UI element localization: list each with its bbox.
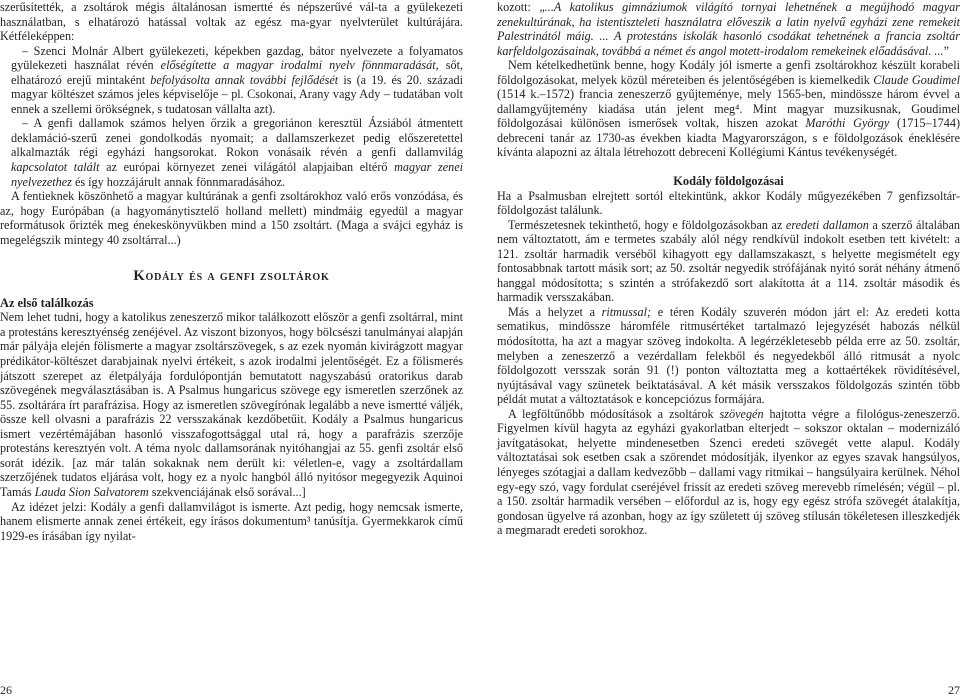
emphasis: magyar zenei nyelvezethez (11, 160, 464, 189)
bullet-quote (11, 116, 463, 189)
emphasis: ritmussal; (601, 304, 652, 319)
page-number-left: 26 (0, 683, 12, 697)
emphasis: Lauda Sion Salvatorem (34, 484, 149, 499)
bullet-quote (11, 44, 463, 117)
left-column (0, 0, 463, 543)
paragraph: Más a helyzet a ritmussal; e téren Kodály szuverén módon járt el: Az eredeti kotta sematikus, mindössze háromféle ritmusértéket tartalmazó lejegyzését habozás nélkül módosította, ha azt a magyar szöveg indokolta. A legérzékletesebb példa erre az 50. zsoltár, melyben a zeneszerző a vezérdallam felekből és negyedekből álló ritmusát a nyolc földolgozott versszak során 91 (!) ponton változtatta meg a kottaértékek rövidítésével, nyújtásával vagy szünetek beiktatásával. A két másik versszakos földolgozás szintén több példát mutat a változtatások e koncepciózus formájára. (497, 304, 960, 407)
quote-text: az európai környezet zenei világától alapjaiban eltérő (106, 160, 388, 175)
emphasis: ...A katolikus gimnáziumok világító tornyai lehetnének a megújhodó magyar zenekultúrának, ha istentiszteleti használatra előveszik a latin nyelvű egyházi zene remekeit Palestrinától máig. ... A protestáns iskolák hasonló csodákat tehetnének a francia zsoltár karfeldolgozásainak, továbbá a német és angol motett-irodalom remekeinek előadásával. ... (497, 0, 960, 58)
paragraph: Nem kételkedhetünk benne, hogy Kodály jól ismerte a genfi zsoltárokhoz készült korabeli földolgozásokat, melyek közül méreteiben és jelentőségében is kiemelkedik Claude Goudimel (1514 k.–1572) francia zeneszerző gyűjteménye, mely 1565-ben, mindössze három évvel a dallamgyűjtemény kiadása után jelent meg⁴. Mint magyar muzsikusnak, Goudimel földolgozásai különösen ismerősek voltak, hiszen azokat Maróthi György (1715–1744) debreceni tanár az 1730-as években kiadta Magyarországon, s e földolgozások éneklésére kívánta alapozni az általa létrehozott debreceni Kollégiumi Kántus tevékenységét. (497, 58, 960, 160)
paragraph: A fentieknek köszönhető a magyar kultúrának a genfi zsoltárokhoz való erős vonzódása, és az, hogy Európában (a hagyománytisztelő holland mellett) mindmáig egyedül a magyar reformátusok őrizték meg énekeskönyvükben mind a 150 zsoltárt. (Maga a svájci egyház is megelégszik mintegy 40 zsoltárral...) (0, 189, 463, 247)
quote-text: sőt, elhatározó erejű mintaként (11, 58, 464, 87)
emphasis: Claude Goudimel (873, 72, 960, 87)
emphasis: eredeti dallamon (785, 217, 869, 232)
section-title: Kodály és a genfi zsoltárok (133, 268, 330, 285)
emphasis: előségítette a magyar irodalmi nyelv fönnmaradását, (160, 58, 439, 73)
paragraph: kozott: „...A katolikus gimnáziumok világító tornyai lehetnének a megújhodó magyar zenekultúrának, ha istentiszteleti használatra előveszik a latin nyelvű egyházi zene remekeit Palestrinától máig. ... A protestáns iskolák hasonló csodákat tehetnének a francia zsoltár karfeldolgozásainak, továbbá a német és angol motett-irodalom remekeinek előadásával. ...” (497, 0, 960, 58)
paragraph: Nem lehet tudni, hogy a katolikus zeneszerző mikor találkozott először a genfi zsoltárral, mint a protestáns keresztyénség zenéjével. Az viszont bizonyos, hogy bölcsészi tanulmányai alapján már pályája elején fölismerte a magyar zsoltárszövegek, s az ezek nyomán kivirágzott magyar prédikátor-költészet darabjainak nyelvi értékeit, s azok irodalmi jelentőségét. Ez a fölismerés játszott szerepet az életpályája fordulópontján bemutatott nagyszabású oratorikus darab szövegének megválasztásában is. A Psalmus hungaricus szövege egy ismeretlen szerzőnek az 55. zsoltárára írt parafrázisa. Hogy az ismeretlen szövegírónak legalább a neve ismertté váljék, össze kell olvasni a parafrázis 22 versszakának kezdőbetűit. Kodály a Psalmus hungaricus ismert vezértémájában hasonló visszafogottsággal utal rá, hogy a parafrázis szerzője protestáns keresztyén volt. A téma nyolc dallamsorának nyitóhangjai az 55. genfi zsoltár első sorát idézik. [az már talán sokaknak nem derült ki: véletlen-e, vagy a zsoltárdallam szerzőjének tudatos eljárása volt, hogy ez a nyolc hangból álló nyitósor megegyezik Aquinoi Tamás Lauda Sion Salvatorem szekvenciájának első sorával...] (0, 310, 463, 499)
emphasis: szövegén (719, 406, 764, 421)
emphasis: befolyásolta annak további fejlődését (150, 72, 339, 87)
subheading: Az első találkozás (0, 295, 94, 310)
quote-text: is (a 19. és 20. századi magyar költészet számos jeles képviselője – pl. Csokonai, Arany vagy Ady – tudatában volt ennek a szellemi örökségnek, s tudatosan vállalta azt). (11, 72, 463, 116)
subheading: Kodály földolgozásai (673, 174, 784, 189)
paragraph: Az idézet jelzi: Kodály a genfi dallamvilágot is ismerte. Azt pedig, hogy nemcsak ismerte, hanem elismerte annak zenei értékeit, egy írásos dokumentum³ tanúsítja. Gyermekkarok című 1929-es írásában így nyilat- (0, 499, 463, 543)
paragraph: A legföltűnőbb módosítások a zsoltárok szövegén hajtotta végre a filológus-zeneszerző. Figyelmen kívül hagyta az egyházi gyakorlatban elterjedt – sokszor oktalan – modernizáló javítgatásokat, helyette mindenesetben Szenci eredeti szövegét vette alapul. Kodály változtatásai sok esetben csak a szörendet módosítják, ilyenkor az egyes szavak hangsúlyos, lényeges szótagjai a dallam kedvezőbb – dallami vagy ritmikai – hangsúlyaira kerülnek. Néhol egy-egy szó, vagy fordulat cseréjével frissít az eredeti szöveg merevebb rímelésén; végül – pl. a 150. zsoltár harmadik versében – előfordul az is, hogy egy egész strófa szövegét átalakítja, gondosan ügyelve rá azonban, hogy az így született új szöveg stílusán tökéletesen illeszkedjék a megmaradt eredeti sorokhoz. (497, 406, 960, 538)
quote-text: – Szenci Molnár Albert gyülekezeti, képekben gazdag, bátor nyelvezete a folyamatos gyülekezeti használat révén (11, 43, 463, 73)
right-column (497, 0, 960, 538)
paragraph: Ha a Psalmusban elrejtett sortól eltekintünk, akkor Kodály műgyezékében 7 genfizsoltár-földolgozást találunk. (497, 188, 960, 218)
quote-text: és így hozzájárult annak fönnmaradásához. (74, 174, 286, 189)
paragraph: Természetesnek tekinthető, hogy e földolgozásokban az eredeti dallamon a szerző általában nem változtatott, ám e termetes szabály alól négy rendkívül indokolt esetben tett kivételt: a 121. zsoltár harmadik verséből kihagyott egy dallamszakaszt, s helyette megismételt egy fontosabbnak tartott másik sort; az 50. zsoltár negyedik strófájának nyitó sorát néhány átmenő hanggal módosította; s szintén a strófakezdő sort alakította át a 114. zsoltár második és harmadik versszakában. (497, 217, 960, 305)
emphasis: kapcsolatot talált (11, 160, 100, 175)
paragraph: szerűsítették, a zsoltárok mégis általánosan ismertté és népszerűvé vál-ta a gyülekezeti használatban, s elhatározó hatással voltak az egész ma-gyar nyelvterület kultúrájára. Kétféleképpen: (0, 0, 463, 44)
page-number-right: 27 (948, 683, 960, 697)
emphasis: Maróthi György (805, 116, 890, 131)
quote-text: – A genfi dallamok számos helyen őrzik a gregoriánon keresztül Ázsiából átmentett deklamáció-szerű zenei gondolkodás nyomait; a dallamszerkezet pedig előszeretettel alkalmazták régi egyházi hangsorokat. Rokon vonásaik révén a genfi dallamvilág (11, 116, 463, 160)
